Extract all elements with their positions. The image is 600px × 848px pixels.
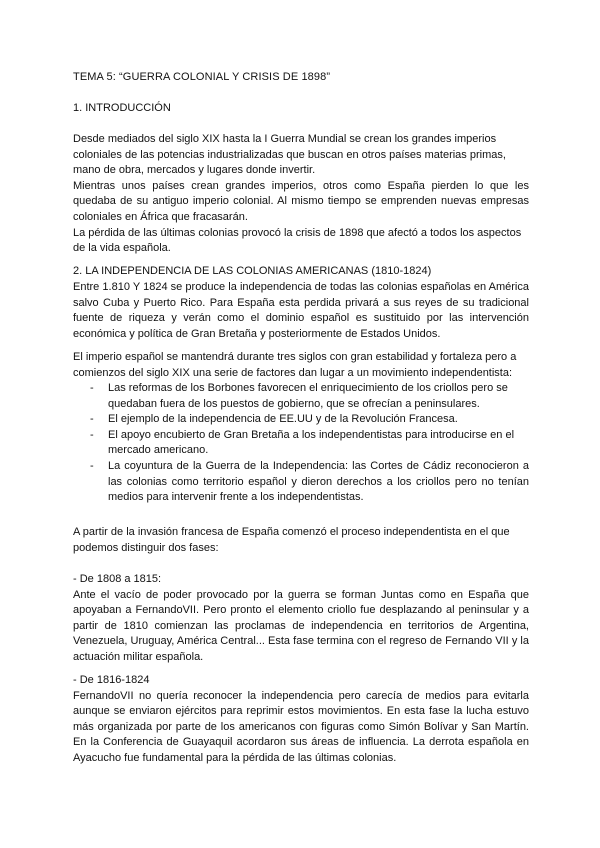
bullet-dash: - xyxy=(90,428,94,441)
introduccion-paragraph-3: La pérdida de las últimas colonias provocó la crisis de 1898 que afectó a todos los aspectos de la vida española. xyxy=(73,226,522,255)
list-item xyxy=(90,412,529,428)
section-heading-independencia: 2. LA INDEPENDENCIA DE LAS COLONIAS AMERICANAS (1810-1824) xyxy=(73,265,432,277)
phase-2-heading: - De 1816-1824 xyxy=(73,674,150,686)
phase-2 xyxy=(73,673,529,767)
document-title: TEMA 5: “GUERRA COLONIAL Y CRISIS DE 1898” xyxy=(73,71,331,83)
list-item xyxy=(90,428,529,459)
list-item-text: La coyuntura de la Guerra de la Independencia: las Cortes de Cádiz reconocieron a las colonias como territorio español y dieron derechos a los criollos pero no tenían medios para intervenir frente a los independentistas. xyxy=(108,459,529,504)
phase-2-text: FernandoVII no quería reconocer la independencia pero carecía de medios para evitarla aunque se enviaron ejércitos para reprimir estos movimientos. En esta fase la lucha estuvo más organizada por parte de los americanos con figuras como Simón Bolívar y San Martín. En la Conferencia de Guayaquil acordaron sus áreas de influencia. La derrota española en Ayacucho fue fundamental para la pérdida de las últimas colonias. xyxy=(73,689,529,764)
list-item-text: El ejemplo de la independencia de EE.UU y de la Revolución Francesa. xyxy=(108,413,458,426)
list-item-text: Las reformas de los Borbones favorecen el enriquecimiento de los criollos pero se quedaban fuera de los puestos de gobierno, que se ofrecían a peninsulares. xyxy=(108,382,508,410)
independencia-paragraph-3: A partir de la invasión francesa de España comenzó el proceso independentista en el que podemos distinguir dos fases: xyxy=(73,526,510,554)
bullet-dash: - xyxy=(90,382,94,394)
phase-1-heading: - De 1808 a 1815: xyxy=(73,573,162,585)
independencia-paragraph-2: El imperio español se mantendrá durante tres siglos con gran estabilidad y fortaleza pero a comienzos del siglo XIX una serie de factores dan lugar a un movimiento independentista: xyxy=(73,351,517,379)
introduccion-body xyxy=(73,132,529,257)
independencia-paragraph-1: Entre 1.810 Y 1824 se produce la independencia de todas las colonias españolas en América salvo Cuba y Puerto Rico. Para España esta perdida privará a sus reyes de su tradicional fuente de riqueza y verán como el dominio español es sustituido por las intervención económica y política de Gran Bretaña y posteriormente de Estados Unidos. xyxy=(73,281,529,340)
phase-1 xyxy=(73,572,529,666)
introduccion-paragraph-2: Mientras unos países crean grandes imperios, otros como España pierden lo que les quedaba de su antiguo imperio colonial. Al mismo tiempo se emprenden nuevas empresas coloniales en África que fracasarán. xyxy=(73,179,529,223)
section-heading-introduccion: 1. INTRODUCCIÓN xyxy=(73,102,171,114)
list-item xyxy=(90,459,529,506)
list-item xyxy=(90,381,529,412)
introduccion-paragraph-1: Desde mediados del siglo XIX hasta la I Guerra Mundial se crean los grandes imperios coloniales de las potencias industrializadas que buscan en otros países materias primas, mano de obra, mercados y lugares donde invertir. xyxy=(73,133,506,177)
bullet-dash: - xyxy=(90,413,94,426)
list-item-text: El apoyo encubierto de Gran Bretaña a los independentistas para introducirse en el mercado americano. xyxy=(108,428,515,457)
bullet-dash: - xyxy=(90,459,94,472)
factors-list xyxy=(90,366,529,506)
phase-1-text: Ante el vacío de poder provocado por la guerra se forman Juntas como en España que apoyaban a FernandoVII. Pero pronto el elemento criollo fue desplazando al peninsular y a partir de 1810 comienzan las proclamas de independencia en territorios de Argentina, Venezuela, Uruguay, América Central... Esta fase termina con el regreso de Fernando VII y la actuación militar española. xyxy=(73,588,529,663)
